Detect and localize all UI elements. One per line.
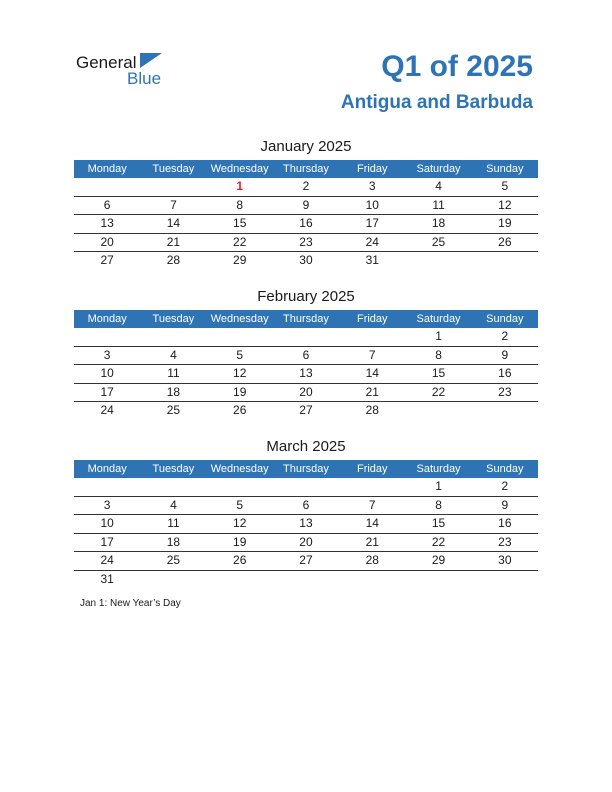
- day-cell: 20: [299, 534, 313, 549]
- day-cell: 21: [365, 534, 379, 549]
- day-cell: 25: [431, 234, 446, 249]
- week-row: [74, 534, 538, 553]
- day-cell: 27: [299, 553, 313, 567]
- week-row: [74, 215, 538, 234]
- day-cell: 18: [166, 384, 181, 399]
- day-cell: 27: [100, 253, 114, 267]
- day-cell: [140, 571, 206, 589]
- day-cell: 12: [233, 366, 247, 380]
- country-name: Antigua and Barbuda: [340, 92, 533, 113]
- day-cell: 19: [498, 216, 512, 230]
- day-cell: 15: [233, 216, 247, 230]
- day-cell: [140, 478, 206, 496]
- day-cell: 23: [498, 384, 512, 399]
- day-cell: 5: [501, 179, 509, 193]
- day-cell: 18: [431, 216, 446, 230]
- day-cell: 8: [435, 347, 442, 362]
- day-cell: 15: [431, 366, 446, 380]
- day-cell: 15: [431, 516, 446, 530]
- day-cell: [207, 478, 273, 496]
- day-cell: 12: [498, 197, 512, 212]
- day-cell: [207, 571, 273, 589]
- logo-blue-text: Blue: [127, 69, 162, 88]
- day-cell: 4: [170, 497, 177, 512]
- day-cell: [405, 402, 471, 420]
- day-cell: 4: [170, 347, 177, 362]
- holiday-note: Jan 1: New Year’s Day: [80, 598, 181, 609]
- day-cell: 10: [365, 197, 379, 212]
- month-title: January 2025: [260, 138, 352, 155]
- day-cell: 3: [103, 497, 111, 512]
- day-cell: 28: [166, 253, 181, 267]
- day-cell: 1: [435, 479, 442, 493]
- day-cell: 20: [100, 234, 114, 249]
- day-cell: 8: [236, 197, 244, 212]
- day-cell: 23: [498, 534, 512, 549]
- week-row: [74, 234, 538, 253]
- weekday-label: Saturday: [416, 463, 461, 475]
- week-row: [74, 384, 538, 403]
- day-cell: 13: [100, 216, 114, 230]
- day-cell: [339, 571, 405, 589]
- day-cell: 27: [299, 403, 313, 417]
- day-cell: 12: [233, 516, 247, 530]
- day-cell: 1: [236, 179, 244, 193]
- weekday-label: Friday: [356, 313, 388, 325]
- day-cell: 24: [365, 234, 379, 249]
- day-cell: 17: [100, 384, 114, 399]
- day-cell: 22: [431, 534, 446, 549]
- day-cell: 2: [302, 179, 310, 193]
- day-cell: 11: [167, 516, 180, 530]
- day-cell: 11: [167, 366, 180, 380]
- day-cell: [273, 478, 339, 496]
- day-cell: [339, 328, 405, 346]
- day-cell: 26: [233, 553, 247, 567]
- day-cell: 16: [498, 516, 512, 530]
- day-cell: 19: [233, 384, 247, 399]
- weekday-label: Tuesday: [152, 463, 195, 475]
- day-cell: 19: [233, 534, 247, 549]
- day-cell: 11: [432, 197, 445, 212]
- week-row: [74, 571, 538, 589]
- week-row: [74, 365, 538, 384]
- day-cell: 31: [100, 571, 114, 586]
- day-cell: 24: [100, 403, 114, 417]
- day-cell: 29: [431, 553, 446, 567]
- day-cell: 4: [435, 179, 442, 193]
- weekday-label: Sunday: [486, 463, 524, 475]
- weekday-label: Friday: [356, 463, 388, 475]
- week-row: [74, 552, 538, 571]
- day-cell: 6: [302, 497, 310, 512]
- day-cell: 10: [100, 366, 114, 380]
- weekday-label: Wednesday: [210, 163, 269, 175]
- day-cell: 2: [501, 329, 509, 343]
- weekday-header: [74, 460, 538, 478]
- day-cell: 20: [299, 384, 313, 399]
- day-cell: 5: [236, 347, 244, 362]
- day-cell: 26: [498, 234, 512, 249]
- day-cell: [339, 478, 405, 496]
- day-cell: 14: [166, 216, 181, 230]
- day-cell: 7: [368, 347, 376, 362]
- weekday-label: Sunday: [486, 313, 524, 325]
- day-cell: 8: [435, 497, 442, 512]
- month-january: [74, 138, 538, 270]
- day-cell: 28: [365, 553, 379, 567]
- day-cell: [207, 328, 273, 346]
- day-cell: 13: [299, 366, 313, 380]
- weekday-label: Saturday: [416, 163, 461, 175]
- day-cell: 25: [166, 553, 181, 567]
- day-cell: 28: [365, 403, 379, 417]
- day-cell: 9: [501, 497, 509, 512]
- day-cell: 22: [431, 384, 446, 399]
- day-cell: 30: [498, 553, 512, 567]
- day-cell: [74, 478, 140, 496]
- week-row: [74, 347, 538, 366]
- day-cell: 3: [368, 179, 376, 193]
- day-cell: 25: [166, 403, 181, 417]
- day-cell: 23: [299, 234, 313, 249]
- weekday-label: Monday: [87, 463, 127, 475]
- weekday-label: Thursday: [283, 463, 329, 475]
- day-cell: [140, 328, 206, 346]
- day-cell: [273, 328, 339, 346]
- day-cell: 14: [365, 366, 379, 380]
- day-cell: 24: [100, 553, 114, 567]
- weekday-label: Tuesday: [152, 313, 195, 325]
- day-cell: 3: [103, 347, 111, 362]
- day-cell: [140, 178, 206, 196]
- day-cell: 16: [498, 366, 512, 380]
- weekday-header: [74, 310, 538, 328]
- month-title: February 2025: [257, 288, 355, 305]
- day-cell: [273, 571, 339, 589]
- day-cell: 21: [365, 384, 379, 399]
- month-title: March 2025: [266, 438, 346, 455]
- day-cell: 16: [299, 216, 313, 230]
- weekday-label: Saturday: [416, 313, 461, 325]
- day-cell: [74, 328, 140, 346]
- weekday-label: Sunday: [486, 163, 524, 175]
- week-row: [74, 497, 538, 516]
- day-cell: 18: [166, 534, 181, 549]
- logo-general-text: General: [76, 53, 137, 72]
- day-cell: 13: [299, 516, 313, 530]
- day-cell: 14: [365, 516, 379, 530]
- day-cell: 7: [368, 497, 376, 512]
- week-row: [74, 515, 538, 534]
- week-row: [74, 402, 538, 420]
- day-cell: 22: [233, 234, 247, 249]
- day-cell: 5: [236, 497, 244, 512]
- day-cell: 7: [170, 197, 177, 212]
- week-row: [74, 178, 538, 197]
- weekday-label: Wednesday: [210, 463, 269, 475]
- weekday-label: Monday: [87, 313, 127, 325]
- week-row: [74, 252, 538, 270]
- weekday-label: Thursday: [283, 313, 329, 325]
- day-cell: 17: [365, 216, 379, 230]
- day-cell: 21: [166, 234, 181, 249]
- weekday-header: [74, 160, 538, 178]
- day-cell: [405, 571, 471, 589]
- logo-triangle-icon: [140, 53, 162, 68]
- month-march: [74, 438, 538, 588]
- day-cell: 17: [100, 534, 114, 549]
- week-row: [74, 328, 538, 347]
- week-row: [74, 197, 538, 216]
- day-cell: [74, 178, 140, 196]
- day-cell: [472, 571, 538, 589]
- day-cell: [472, 402, 538, 420]
- weekday-label: Monday: [87, 163, 127, 175]
- day-cell: 29: [233, 253, 247, 267]
- day-cell: 1: [435, 329, 442, 343]
- week-row: [74, 478, 538, 497]
- day-cell: 10: [100, 516, 114, 530]
- day-cell: 6: [103, 197, 111, 212]
- weekday-label: Tuesday: [152, 163, 195, 175]
- day-cell: 6: [302, 347, 310, 362]
- day-cell: 9: [501, 347, 509, 362]
- weekday-label: Thursday: [283, 163, 329, 175]
- day-cell: 30: [299, 253, 313, 267]
- generalblue-logo: [76, 53, 176, 89]
- month-february: [74, 288, 538, 420]
- weekday-label: Friday: [356, 163, 388, 175]
- day-cell: 31: [365, 253, 379, 267]
- day-cell: 26: [233, 403, 247, 417]
- day-cell: [472, 252, 538, 270]
- page-title: Q1 of 2025: [381, 50, 533, 83]
- weekday-label: Wednesday: [210, 313, 269, 325]
- day-cell: 9: [302, 197, 310, 212]
- day-cell: [405, 252, 471, 270]
- day-cell: 2: [501, 479, 509, 493]
